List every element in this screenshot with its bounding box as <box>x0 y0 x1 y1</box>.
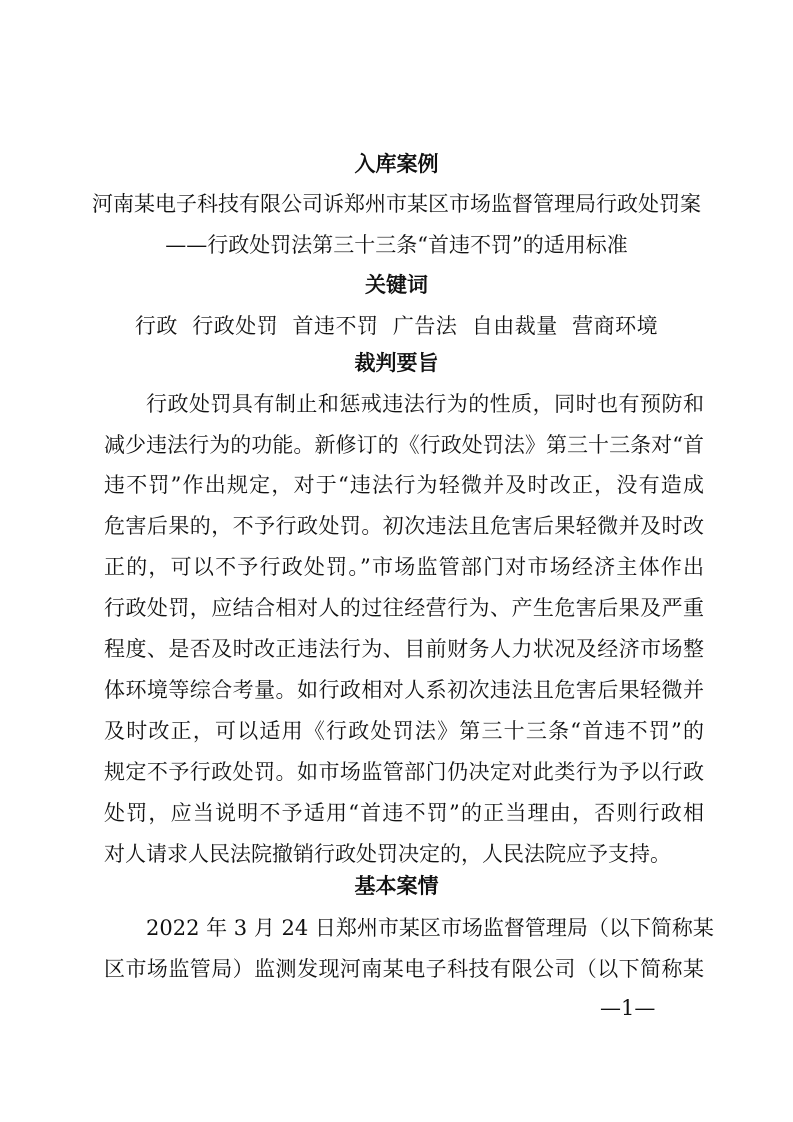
facts-line: 区市场监管局）监测发现河南某电子科技有限公司（以下简称某 <box>104 957 704 981</box>
gist-line: 正的，可以不予行政处罚。”市场监管部门对市场经济主体作出 <box>104 555 704 579</box>
gist-line: 程度、是否及时改正违法行为、目前财务人力状况及经济市场整 <box>104 637 704 661</box>
keywords-list: 行政 行政处罚 首违不罚 广告法 自由裁量 营商环境 <box>134 314 659 338</box>
gist-line: 行政处罚，应结合相对人的过往经营行为、产生危害后果及严重 <box>104 596 704 620</box>
gist-line: 对人请求人民法院撤销行政处罚决定的，人民法院应予支持。 <box>104 842 671 866</box>
gist-line: 危害后果的，不予行政处罚。初次违法且危害后果轻微并及时改 <box>104 514 704 538</box>
case-title: 河南某电子科技有限公司诉郑州市某区市场监督管理局行政处罚案 <box>92 192 701 216</box>
heading-basic-facts: 基本案情 <box>354 874 439 898</box>
heading-keywords: 关键词 <box>365 273 428 297</box>
gist-line: 体环境等综合考量。如行政相对人系初次违法且危害后果轻微并 <box>104 678 704 702</box>
case-subtitle: ——行政处罚法第三十三条“首违不罚”的适用标准 <box>165 233 628 257</box>
gist-line: 违不罚”作出规定，对于“违法行为轻微并及时改正，没有造成 <box>104 473 704 497</box>
gist-line: 处罚，应当说明不予适用“首违不罚”的正当理由，否则行政相 <box>104 801 704 825</box>
facts-line: 2022 年 3 月 24 日郑州市某区市场监督管理局（以下简称某 <box>146 916 714 940</box>
gist-line: 规定不予行政处罚。如市场监管部门仍决定对此类行为予以行政 <box>104 760 704 784</box>
gist-line: 及时改正，可以适用《行政处罚法》第三十三条“首违不罚”的 <box>104 719 704 743</box>
gist-line: 行政处罚具有制止和惩戒违法行为的性质，同时也有预防和 <box>146 392 704 416</box>
heading-case-entry: 入库案例 <box>354 152 439 176</box>
heading-judgment-gist: 裁判要旨 <box>354 351 439 375</box>
gist-line: 减少违法行为的功能。新修订的《行政处罚法》第三十三条对“首 <box>104 433 704 457</box>
page-number: —1— <box>600 996 656 1020</box>
